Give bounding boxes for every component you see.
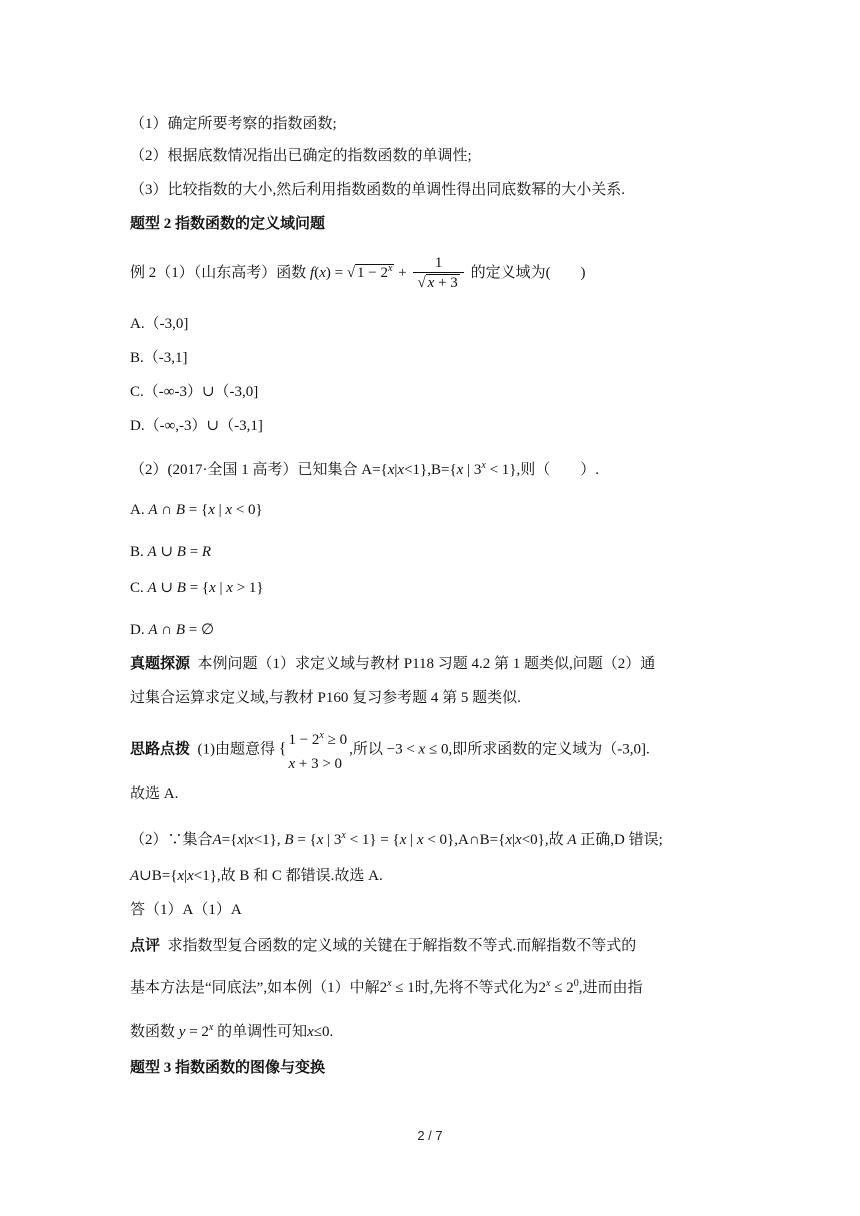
- source-text-1: 本例问题（1）求定义域与教材 P118 习题 4.2 第 1 题类似,问题（2）通: [197, 656, 656, 672]
- hint-line-1: [130, 724, 650, 776]
- func-y: $y = 2^x$: [178, 1022, 214, 1040]
- hint-line-2: 故选 A.: [130, 786, 179, 802]
- hint-part-3: A∪B={x|x<1},故 B 和 C 都错误.故选 A.: [130, 868, 383, 884]
- hint-union-var: x|x: [177, 868, 194, 884]
- option-2d: D. A ∩ B = ∅: [130, 622, 215, 638]
- example-2-part-1: [130, 254, 586, 293]
- hint-intersect-var: x|x: [505, 832, 522, 848]
- example-tail: 的定义域为( ): [470, 264, 586, 281]
- hint-p2-c: <0},故: [521, 832, 564, 848]
- hint-p3-a: ∪B={: [139, 868, 178, 884]
- option-1d: D.（-∞,-3）∪（-3,1]: [130, 418, 263, 434]
- part2-text-b: <1},B=: [404, 462, 450, 478]
- hint-p3-b: <1},故 B 和 C 都错误.故选 A.: [193, 868, 383, 884]
- source-line-2: 过集合运算求定义域,与教材 P160 复习参考题 4 第 5 题类似.: [130, 690, 521, 706]
- hint-set-a: A={x|x<1}, B = {x | $3^x < 1\} = \{x$ | x < 0}: [212, 830, 455, 848]
- option-2a: A. A ∩ B = {x | x < 0}: [130, 502, 263, 518]
- step-2: （2）根据底数情况指出已确定的指数函数的单调性;: [130, 148, 472, 164]
- example-2-part-2: [130, 456, 599, 480]
- option-2b: B. A ∪ B = R: [130, 544, 212, 560]
- comment-text-1: 求指数型复合函数的定义域的关键在于解指数不等式.而解指数不等式的: [167, 938, 637, 954]
- comment-text-3a: 数函数: [130, 1024, 176, 1040]
- hint-p2-a: （2）∵集合: [130, 832, 213, 848]
- option-2c: C. A ∪ B = {x | x > 1}: [130, 580, 264, 596]
- set-a-expr: x|x: [387, 462, 405, 478]
- comment-line-3: 数函数 $y = 2^x$ 的单调性可知x≤0.: [130, 1022, 334, 1040]
- source-line-1: [130, 654, 655, 674]
- comment-text-2b: 时,先将不等式化为: [414, 980, 539, 996]
- part2-text-a: （2）(2017·全国 1 高考）已知集合 A={: [130, 462, 388, 478]
- comment-text-3b: 的单调性可知: [217, 1024, 308, 1040]
- option-1a: A.（-3,0]: [130, 316, 189, 332]
- hint-p2-d: 正确,D 错误;: [580, 832, 663, 848]
- comment-label: 点评: [130, 938, 161, 954]
- comment-line-2: [130, 974, 642, 998]
- comment-text-2c: ,进而由指: [578, 980, 643, 996]
- ineq-1: $2^x \le 1$: [379, 978, 415, 996]
- step-3: （3）比较指数的大小,然后利用指数函数的单调性得出同底数幂的大小关系.: [130, 182, 626, 198]
- hint-text-c: ,即所求函数的定义域为（-3,0].: [448, 741, 650, 758]
- set-b-expr: {x | $3^x < 1$}: [449, 460, 517, 478]
- comment-text-3c: ≤0.: [313, 1024, 334, 1040]
- hint-text-b: ,所以: [349, 741, 383, 758]
- option-1b: B.（-3,1]: [130, 350, 188, 366]
- answer-line: 答（1）A（1）A: [130, 902, 242, 918]
- hint-label: 思路点拨: [130, 741, 191, 758]
- hint-p2-b: ,A∩B={: [454, 832, 506, 848]
- step-1: （1）确定所要考察的指数函数;: [130, 116, 337, 132]
- comment-line-1: [130, 936, 636, 956]
- ineq-2: $2^x \le 2^0$: [538, 978, 579, 996]
- inequality-system: { $1 - 2^x \ge 0$ x + 3 > 0: [278, 730, 348, 772]
- page-number: 2 / 7: [417, 1128, 443, 1143]
- part2-text-c: ,则（ ）.: [516, 462, 599, 478]
- hint-text-a: (1)由题意得: [197, 741, 276, 758]
- comment-text-2a: 基本方法是“同底法”,如本例（1）中解: [130, 980, 380, 996]
- hint-part-2: （2）∵集合A={x|x<1}, B = {x | $3^x < 1\} = \{x$ | x < 0},A∩B={x|x<0},故 A 正确,D 错误;: [130, 830, 663, 848]
- example-intro: 例 2（1）（山东高考）函数: [130, 264, 307, 281]
- function-formula: f(x) = √ $1 - 2^x$ + $\frac{1}{√ x + 3}$: [310, 265, 471, 281]
- range-expr: −3 < x ≤ 0: [382, 741, 449, 758]
- source-label: 真题探源: [130, 656, 191, 672]
- heading-type-3: 题型 3 指数函数的图像与变换: [130, 1060, 326, 1076]
- option-1c: C.（-∞-3）∪（-3,0]: [130, 384, 259, 400]
- heading-type-2: 题型 2 指数函数的定义域问题: [130, 216, 326, 232]
